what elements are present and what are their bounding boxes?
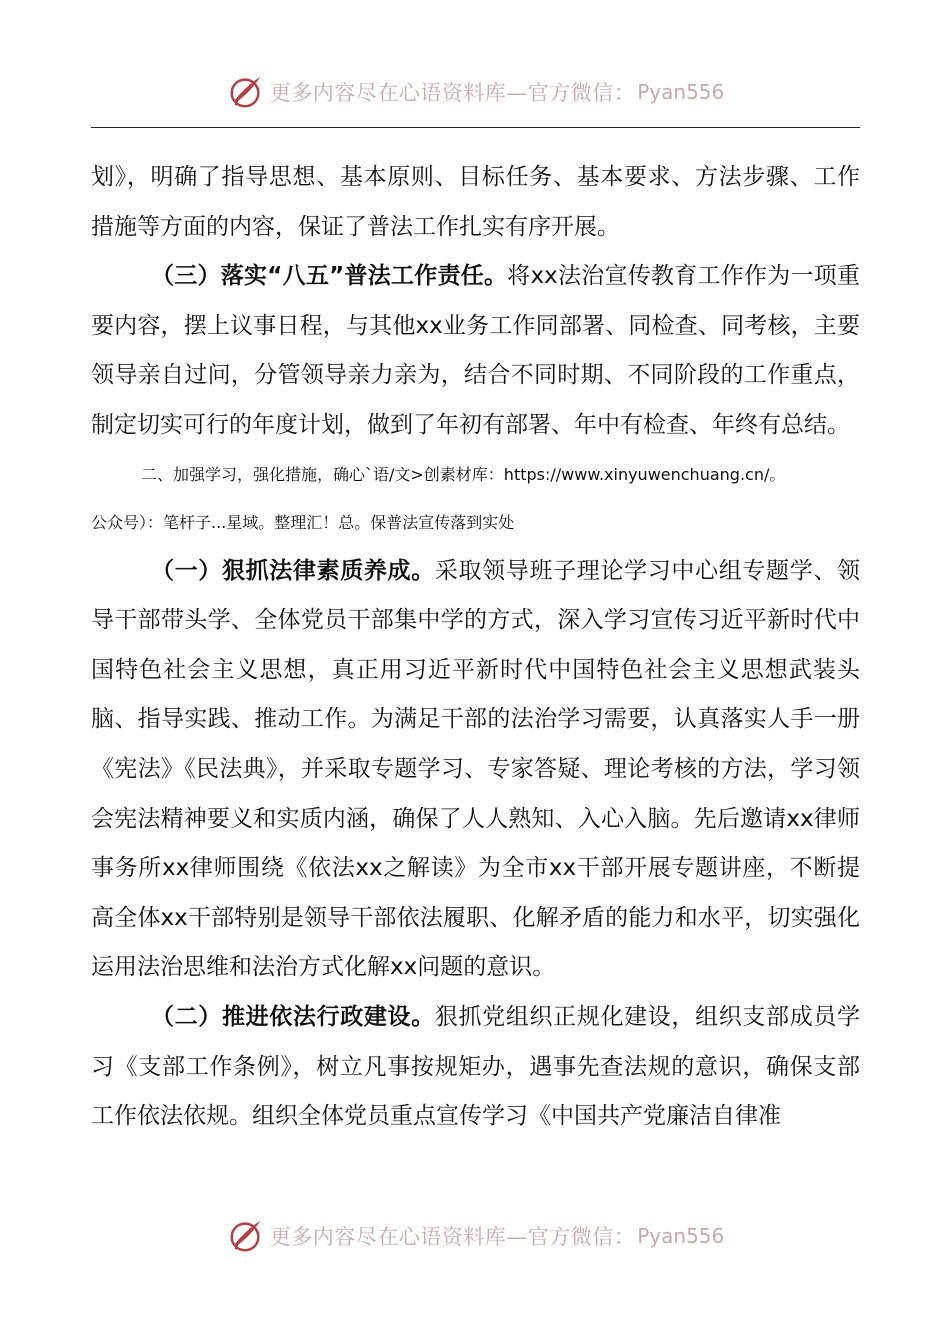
quill-seal-logo-icon <box>226 73 264 111</box>
document-body <box>91 153 860 1142</box>
paragraph-2-heading: （三）落实“八五”普法工作责任。 <box>151 263 508 290</box>
page-footer-banner <box>0 1214 950 1258</box>
paragraph-4 <box>91 993 860 1142</box>
header-banner-text: 更多内容尽在心语资料库—官方微信： <box>269 81 636 105</box>
quill-seal-logo-icon <box>226 1217 264 1255</box>
paragraph-4-heading: （二）推进依法行政建设。 <box>151 1003 435 1030</box>
paragraph-2-text: 将xx法治宣传教育工作作为一项重要内容，摆上议事日程，与其他xx业务工作同部署、同检查、同考核，主要领导亲自过问，分管领导亲力亲为，结合不同时期、不同阶段的工作重点，制定切实可行的年度计划，做到了年初有部署、年中有检查、年终有总结。 <box>91 263 860 438</box>
paragraph-3-heading: （一）狠抓法律素质养成。 <box>151 557 435 584</box>
footer-wechat-id: Pyan556 <box>637 1224 725 1248</box>
section-heading-line-1: 二、加强学习，强化措施，确心`语/文>创素材库：https://www.xinyuwenchuang.cn/。 <box>141 464 786 484</box>
paragraph-2 <box>91 252 860 450</box>
header-divider <box>91 127 860 128</box>
header-wechat-id: Pyan556 <box>637 80 725 104</box>
paragraph-3-text: 采取领导班子理论学习中心组专题学、领导干部带头学、全体党员干部集中学的方式，深入学习宣传习近平新时代中国特色社会主义思想，真正用习近平新时代中国特色社会主义思想武装头脑、指导实践、推动工作。为满足干部的法治学习需要，认真落实人手一册《宪法》《民法典》，并采取专题学习、专家答疑、理论考核的方法，学习领会宪法精神要义和实质内涵，确保了人人熟知、入心入脑。先后邀请xx律师事务所xx律师围绕《依法xx之解读》为全市xx干部开展专题讲座，不断提高全体xx干部特别是领导干部依法履职、化解矛盾的能力和水平，切实强化运用法治思维和法治方式化解xx问题的意识。 <box>91 557 861 981</box>
paragraph-1: 划》，明确了指导思想、基本原则、目标任务、基本要求、方法步骤、工作措施等方面的内容，保证了普法工作扎实有序开展。 <box>91 164 860 240</box>
paragraph-4-text: 狠抓党组织正规化建设，组织支部成员学习《支部工作条例》，树立凡事按规矩办，遇事先查法规的意识，确保支部工作依法依规。组织全体党员重点宣传学习《中国共产党廉洁自律准 <box>91 1003 861 1130</box>
section-heading-line-2: 公众号）：笔杆子...星域。整理汇！总。保普法宣传落到实处 <box>91 512 515 532</box>
paragraph-3 <box>91 547 860 993</box>
page-header-banner <box>0 70 950 114</box>
footer-banner-text: 更多内容尽在心语资料库—官方微信： <box>269 1225 636 1249</box>
